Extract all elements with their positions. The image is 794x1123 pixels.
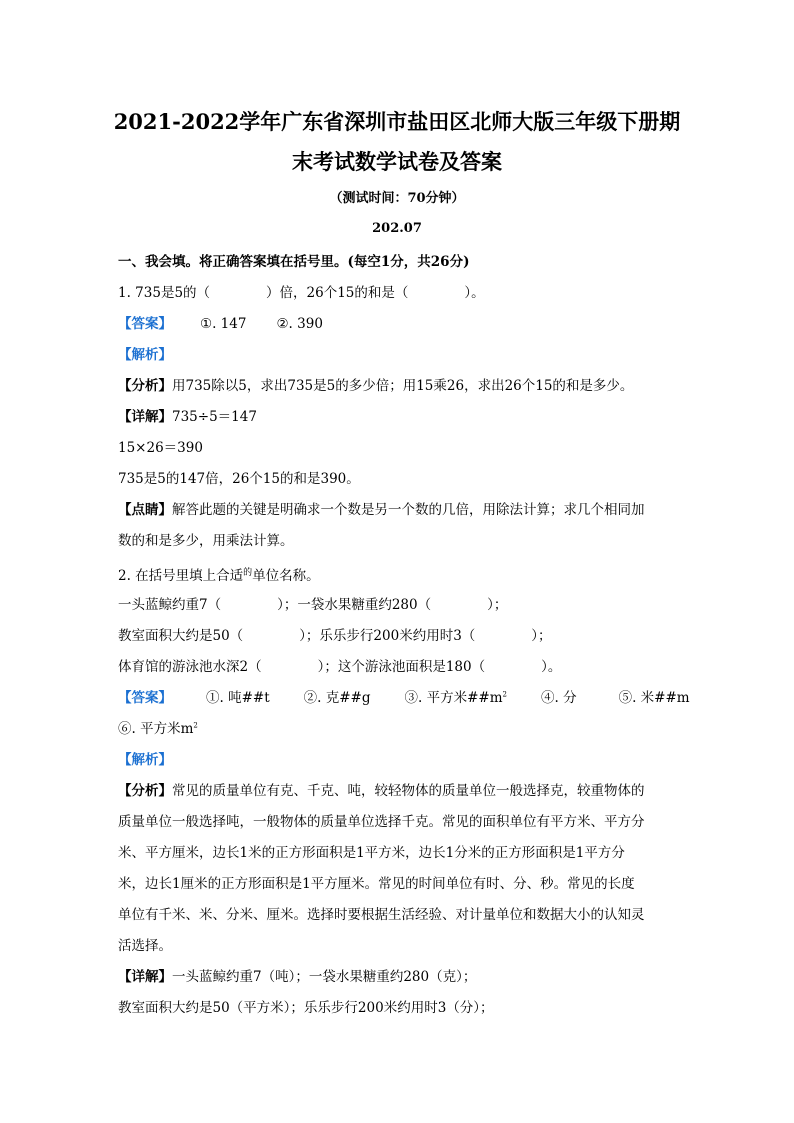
q1-dianjing-2: 数的和是多少，用乘法计算。 — [118, 533, 294, 549]
q2-answer-2: ②. 克##g — [303, 690, 371, 706]
q2-l3c: ）。 — [541, 659, 562, 675]
question-2 — [118, 564, 320, 584]
q2-answer-1: ①. 吨##t — [206, 690, 270, 706]
q2-fenxi-line-1 — [118, 779, 645, 799]
q2-answer-line — [118, 686, 690, 706]
q1-analysis-tag-line — [118, 343, 172, 363]
q2-line-2 — [118, 624, 552, 644]
q2-analysis-tag-line — [118, 748, 172, 768]
q1-dianjing-1: 解答此题的关键是明确求一个数是另一个数的几倍，用除法计算；求几个相同加 — [172, 502, 645, 518]
q1-prompt-c: ）。 — [464, 285, 485, 301]
document-title-line2: 末考试数学试卷及答案 — [292, 149, 502, 174]
q2-l2c: ）； — [531, 628, 552, 644]
xiangjie-tag: 【详解】 — [118, 969, 172, 985]
q2-answer-5: ⑤. 米##m — [618, 690, 690, 706]
q2-prompt-a: 2. 在括号里填上合适 — [118, 568, 244, 584]
answer-tag: 【答案】 — [118, 316, 172, 332]
fenxi-tag: 【分析】 — [118, 783, 172, 799]
q2-answer-6: ⑥. 平方米m — [118, 721, 194, 737]
q2-fenxi-3: 米、平方厘米，边长1米的正方形面积是1平方米，边长1分米的正方形面积是1平方分 — [118, 845, 625, 861]
q2-l1a: 一头蓝鲸约重7（ — [118, 597, 222, 613]
q2-xiangjie-line-1 — [118, 965, 476, 985]
q2-answer-4: ④. 分 — [540, 690, 577, 706]
q1-xiangjie-2: 15×26＝390 — [118, 440, 203, 456]
fenxi-tag: 【分析】 — [118, 378, 172, 394]
q1-xiangjie-line — [118, 405, 257, 425]
q2-fenxi-1: 常见的质量单位有克、千克、吨，较轻物体的质量单位一般选择克，较重物体的 — [172, 783, 645, 799]
q2-answer-3: ③. 平方米##m — [404, 690, 503, 706]
q2-line-3 — [118, 655, 561, 675]
xiangjie-tag: 【详解】 — [118, 409, 172, 425]
q1-xiangjie-1: 735÷5＝147 — [172, 409, 257, 425]
q2-l1b: ）；一袋水果糖重约280（ — [277, 597, 432, 613]
q2-xiangjie-1: 一头蓝鲸约重7（吨）；一袋水果糖重约280（克）； — [172, 969, 477, 985]
q1-fenxi-text: 用735除以5，求出735是5的多少倍；用15乘26，求出26个15的和是多少。 — [172, 378, 634, 394]
q2-l3b: ）；这个游泳池面积是180（ — [317, 659, 486, 675]
analysis-tag: 【解析】 — [118, 752, 172, 768]
q1-answer-1: ①. 147 — [200, 316, 247, 332]
q2-fenxi-2: 质量单位一般选择吨，一般物体的质量单位选择千克。常见的面积单位有平方米、平方分 — [118, 814, 645, 830]
test-time-note: （测试时间：70分钟） — [329, 191, 465, 206]
q2-l1c: ）； — [487, 597, 508, 613]
q1-fenxi-line — [118, 374, 633, 394]
q2-fenxi-5: 单位有千米、米、分米、厘米。选择时要根据生活经验、对计量单位和数据大小的认知灵 — [118, 907, 645, 923]
q1-prompt-b: ）倍，26个15的和是（ — [266, 285, 409, 301]
q1-answer-2: ②. 390 — [276, 316, 323, 332]
q2-prompt-de: 的 — [243, 568, 253, 578]
q1-prompt-a: 1. 735是5的（ — [118, 285, 211, 301]
q2-l2b: ）；乐乐步行200米约用时3（ — [299, 628, 476, 644]
q2-answer-line-2 — [118, 717, 198, 737]
q2-l2a: 教室面积大约是50（ — [118, 628, 244, 644]
document-title-line1: 2021-2022学年广东省深圳市盐田区北师大版三年级下册期 — [113, 109, 681, 134]
answer-tag: 【答案】 — [118, 690, 172, 706]
q2-line-1 — [118, 593, 507, 613]
q1-xiangjie-3: 735是5的147倍，26个15的和是390。 — [118, 471, 360, 487]
q2-answer-6-sup: 2 — [193, 721, 198, 730]
q1-dianjing-line — [118, 498, 645, 518]
dianjing-tag: 【点睛】 — [118, 502, 172, 518]
q2-l3a: 体育馆的游泳池水深2（ — [118, 659, 262, 675]
q2-fenxi-6: 活选择。 — [118, 938, 172, 954]
section-heading-1: 一、我会填。将正确答案填在括号里。(每空1分，共26分) — [118, 254, 470, 270]
analysis-tag: 【解析】 — [118, 347, 172, 363]
q2-fenxi-4: 米，边长1厘米的正方形面积是1平方厘米。常见的时间单位有时、分、秒。常见的长度 — [118, 876, 635, 892]
q2-answer-3-sup: 2 — [502, 690, 507, 699]
document-date: 202.07 — [372, 221, 422, 236]
q2-prompt-b: 单位名称。 — [252, 568, 320, 584]
question-1 — [118, 281, 485, 301]
q1-answer-line — [118, 312, 323, 332]
q2-xiangjie-2: 教室面积大约是50（平方米）；乐乐步行200米约用时3（分）； — [118, 1000, 494, 1016]
